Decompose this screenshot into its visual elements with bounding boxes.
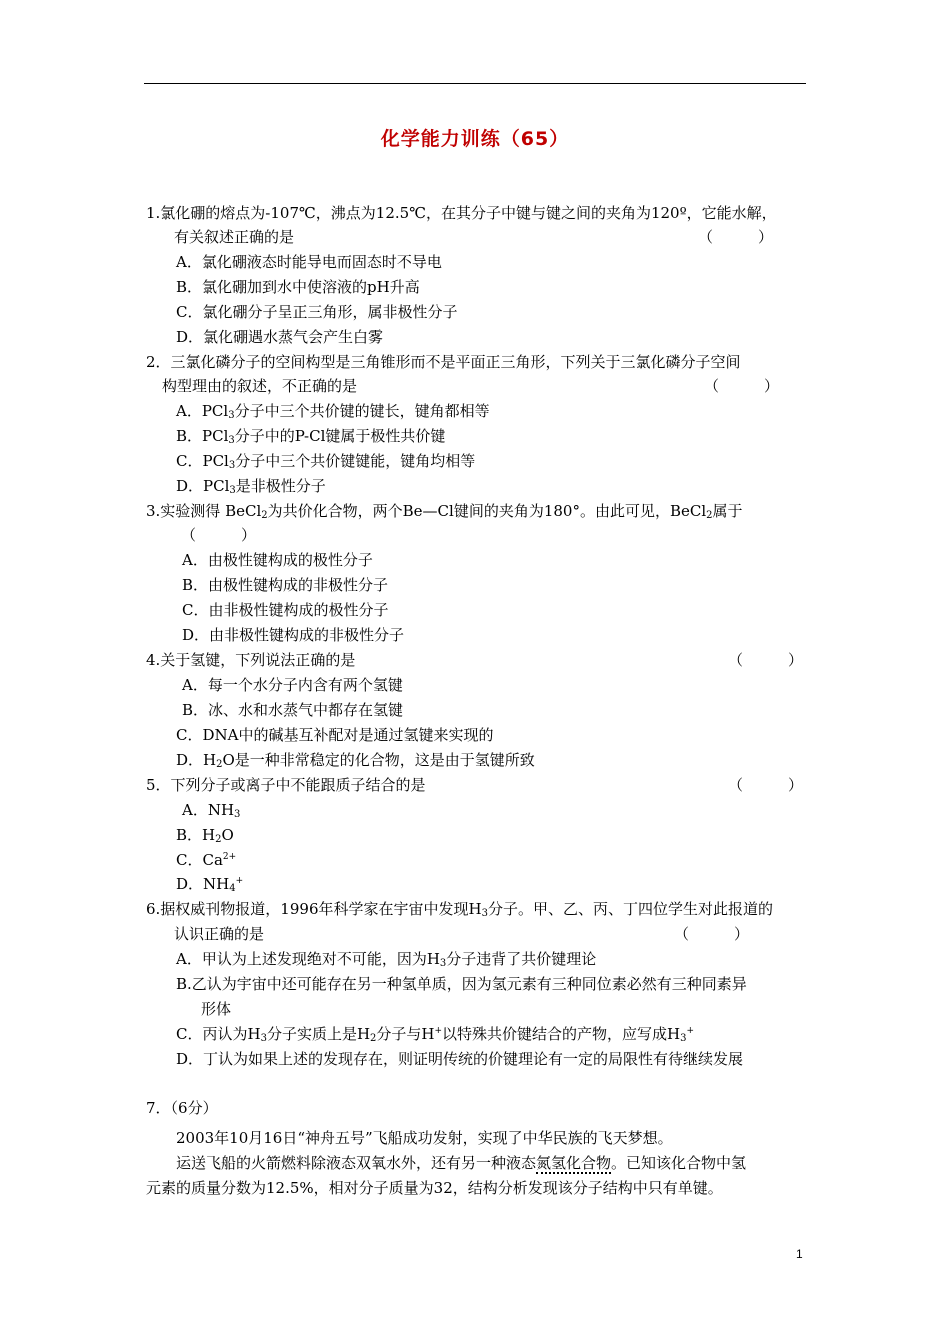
q7-paragraph-2: 运送飞船的火箭燃料除液态双氧水外，还有另一种液态氮氢化合物。已知该化合物中氢 (176, 1154, 747, 1172)
q1-stem-line2: 有关叙述正确的是 (174, 228, 295, 246)
emphasis-dotted: 氮氢化合物 (536, 1154, 612, 1172)
q2-option-d: D．PCl$_3$是非极性分子 (176, 477, 326, 496)
q2-stem-line1: 2．三氯化磷分子的空间构型是三角锥形而不是平面正三角形，下列关于三氯化磷分子空间 (146, 353, 741, 371)
q4-stem: 4.关于氢键，下列说法正确的是 (146, 651, 356, 669)
q3-option-d: D．由非极性键构成的非极性分子 (182, 626, 405, 644)
q5-option-a: A．$NH_3$ (182, 801, 241, 820)
q2-option-c: C．PCl$_3$分子中三个共价键键能，键角均相等 (176, 452, 476, 471)
q4-answer-blank: （ ） (728, 651, 804, 669)
header-rule (144, 83, 806, 84)
q3-option-b: B．由极性键构成的非极性分子 (182, 576, 389, 594)
q6-option-b-line2: 形体 (201, 1000, 232, 1018)
q6-answer-blank: （ ） (674, 925, 750, 943)
q2-answer-blank: （ ） (704, 377, 780, 395)
q6-option-a: A．甲认为上述发现绝对不可能，因为$H_3$分子违背了共价键理论 (176, 950, 597, 969)
q6-option-c: C．丙认为$H_3$分子实质上是$H_2$分子与H+以特殊共价键结合的产物，应写成$H_3^+$ (176, 1025, 695, 1044)
q6-stem-line1: 6.据权威刊物报道，1996年科学家在宇宙中发现$H_3$分子。甲、乙、丙、丁四位学生对此报道的 (146, 900, 773, 919)
q1-stem-line1: 1.氯化硼的熔点为-107℃，沸点为12.5℃，在其分子中键与键之间的夹角为120º，它能水解， (146, 204, 777, 222)
q3-option-c: C．由非极性键构成的极性分子 (182, 601, 389, 619)
q7-paragraph-3: 元素的质量分数为12.5%，相对分子质量为32，结构分析发现该分子结构中只有单键。 (146, 1179, 723, 1197)
q2-option-a: A．PCl$_3$分子中三个共价键的键长，键角都相等 (176, 402, 490, 421)
q1-answer-blank: （ ） (698, 228, 774, 246)
q3-answer-blank: （ ） (181, 526, 257, 544)
q2-option-b: B．PCl$_3$分子中的P-Cl键属于极性共价键 (176, 427, 446, 446)
q6-option-d: D．丁认为如果上述的发现存在，则证明传统的价键理论有一定的局限性有待继续发展 (176, 1050, 744, 1068)
page-title: 化学能力训练（65） (380, 128, 570, 150)
q7-stem: 7．（6分） (146, 1099, 218, 1117)
q3-option-a: A．由极性键构成的极性分子 (182, 551, 373, 569)
q1-option-d: D．氯化硼遇水蒸气会产生白雾 (176, 328, 384, 346)
q5-option-c: C．$Ca^{2+}$ (176, 851, 237, 869)
q2-stem-line2: 构型理由的叙述，不正确的是 (162, 377, 358, 395)
q4-option-a: A．每一个水分子内含有两个氢键 (182, 676, 403, 694)
q5-answer-blank: （ ） (728, 776, 804, 794)
q5-stem: 5．下列分子或离子中不能跟质子结合的是 (146, 776, 426, 794)
q4-option-b: B．冰、水和水蒸气中都存在氢键 (182, 701, 404, 719)
page-number: 1 (796, 1247, 803, 1261)
q4-option-d: D．$H_2O$是一种非常稳定的化合物，这是由于氢键所致 (176, 751, 535, 770)
q1-option-c: C．氯化硼分子呈正三角形，属非极性分子 (176, 303, 458, 321)
q1-option-a: A．氯化硼液态时能导电而固态时不导电 (176, 253, 442, 271)
q5-option-d: D．$NH_4^+$ (176, 875, 244, 894)
q7-paragraph-1: 2003年10月16日“神舟五号”飞船成功发射，实现了中华民族的飞天梦想。 (176, 1129, 673, 1147)
q3-stem: 3.实验测得 BeCl$_2$为共价化合物，两个Be—Cl键间的夹角为180°。由此可见，BeCl$_2$属于 (146, 502, 743, 521)
q5-option-b: B．$H_2O$ (176, 826, 234, 845)
q6-stem-line2: 认识正确的是 (174, 925, 265, 943)
q6-option-b-line1: B.乙认为宇宙中还可能存在另一种氢单质，因为氢元素有三种同位素必然有三种同素异 (176, 975, 747, 993)
q1-option-b: B．氯化硼加到水中使溶液的pH升高 (176, 278, 420, 296)
q4-option-c: C．DNA中的碱基互补配对是通过氢键来实现的 (176, 726, 494, 744)
